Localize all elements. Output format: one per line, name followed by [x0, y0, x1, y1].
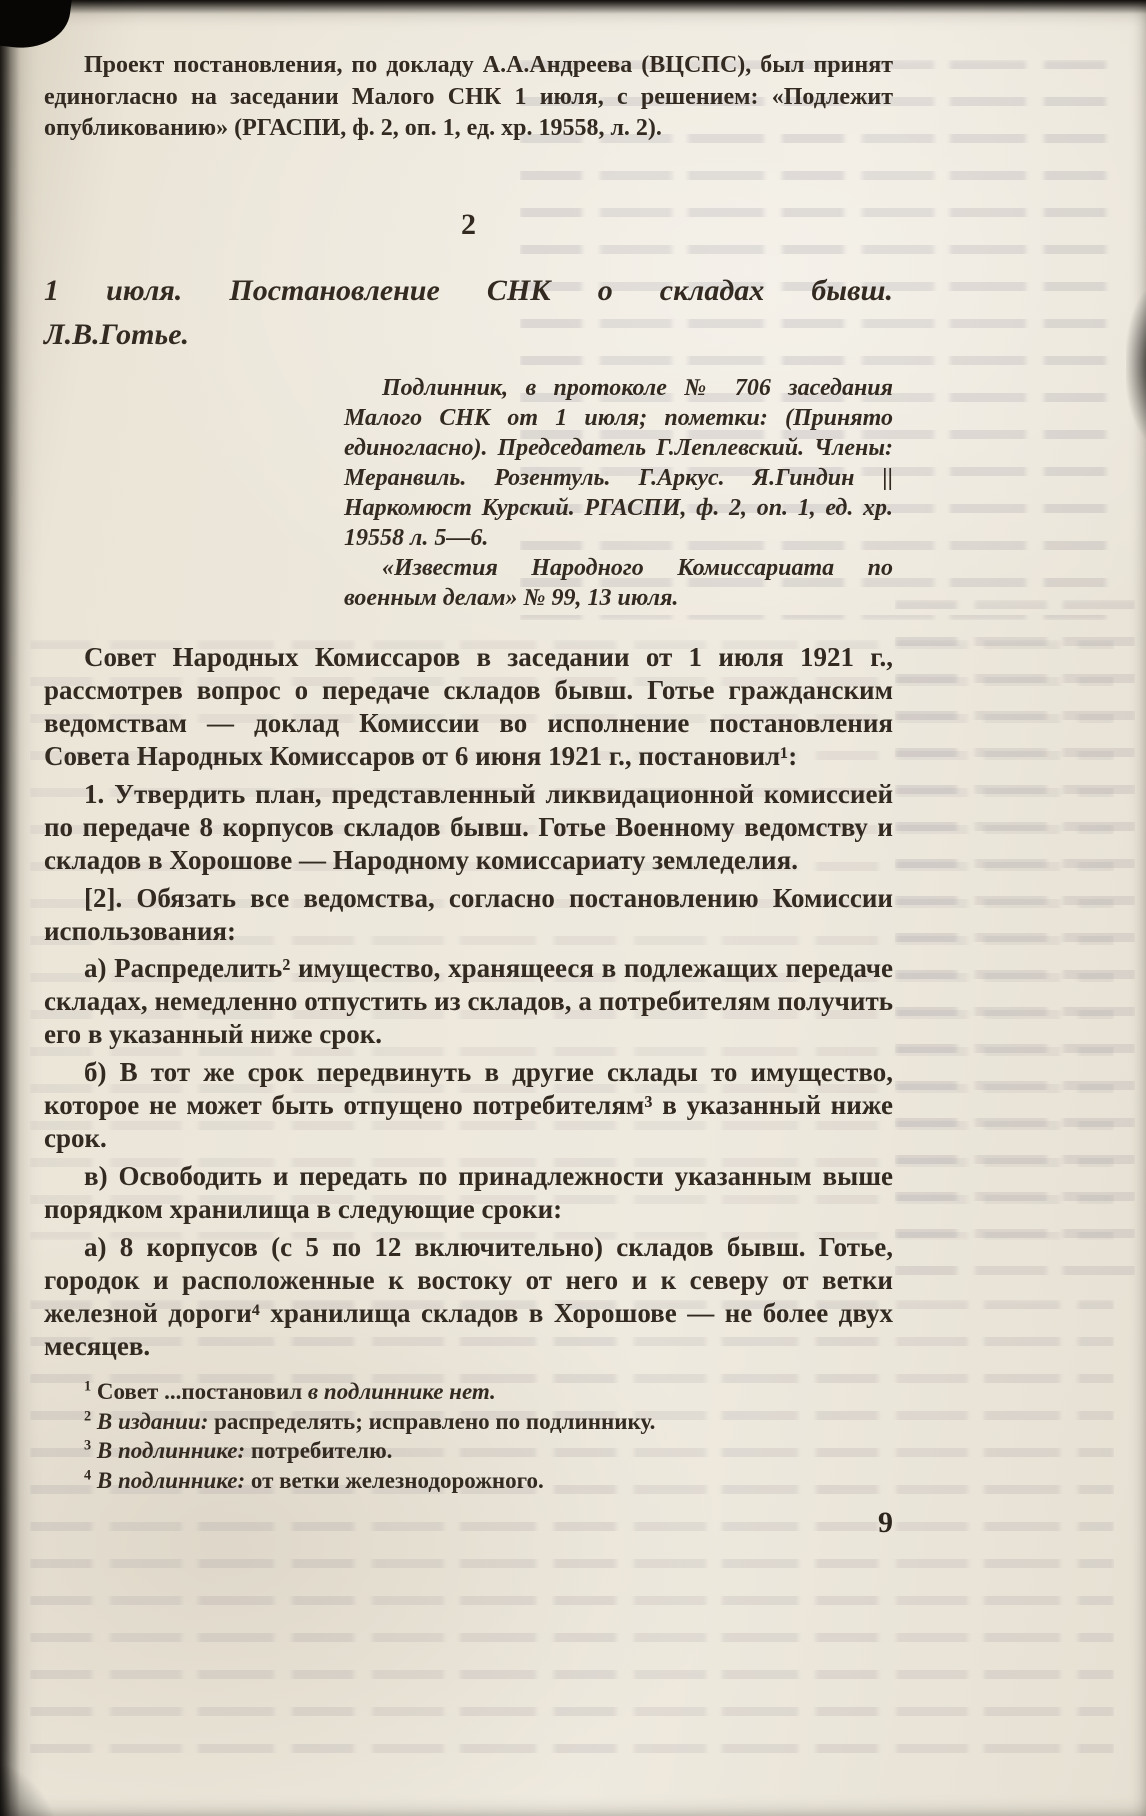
- body-paragraph-3: [2]. Обязать все ведомства, согласно постановлению Комиссии использования:: [44, 882, 893, 946]
- intro-paragraph: Проект постановления, по докладу А.А.Андреева (ВЦСПС), был принят единогласно на заседании Малого СНК 1 июля, с решением: «Подлежит опубликованию» (РГАСПИ, ф. 2, оп. 1, ед. хр. 19558, л. 2).: [44, 52, 893, 142]
- footnote-marker: 1: [84, 1378, 92, 1395]
- body-paragraph-2: 1. Утвердить план, представленный ликвидационной комиссией по передаче 8 корпусов складов бывш. Готье Военному ведомству и складов в Хорошове — Народному комиссариату земледелия.: [44, 778, 893, 875]
- footnote-text: потребителю.: [250, 1438, 393, 1464]
- body-text: [44, 641, 893, 1363]
- title-line-2: Л.В.Готье.: [44, 318, 190, 352]
- body-paragraph-4: а) Распределить² имущество, хранящееся в подлежащих передаче складах, немедленно отпустить из складов, а потребителям получить его в указанный ниже срок.: [44, 953, 893, 1050]
- footnote-1: [44, 1377, 893, 1407]
- footnote-marker: 3: [84, 1437, 92, 1454]
- body-paragraph-5: б) В тот же срок передвинуть в другие склады то имущество, которое не может быть отпущено потребителям³ в указанный ниже срок.: [44, 1057, 893, 1154]
- footnote-text: распределять; исправлено по подлиннику.: [214, 1408, 656, 1434]
- footnote-text-italic: в подлиннике нет.: [307, 1378, 496, 1404]
- footnote-2: [44, 1407, 893, 1437]
- footnote-4: [44, 1466, 893, 1496]
- footnotes: [44, 1377, 893, 1497]
- document-number: 2: [461, 208, 476, 242]
- footnote-marker: 4: [84, 1467, 92, 1484]
- footnote-text-italic: В подлиннике:: [96, 1468, 246, 1494]
- provenance-block: [344, 373, 893, 613]
- title-line-1: 1 июля. Постановление СНК о складах бывш.: [44, 274, 893, 308]
- footnote-text: от ветки железнодорожного.: [250, 1468, 544, 1494]
- footnote-text: Совет ...постановил: [96, 1378, 303, 1404]
- footnote-text-italic: В подлиннике:: [96, 1438, 246, 1464]
- body-paragraph-7: а) 8 корпусов (с 5 по 12 включительно) складов бывш. Готье, городок и расположенные к востоку от него и к северу от ветки железной дороги⁴ хранилища складов в Хорошове — не более двух месяцев.: [44, 1231, 893, 1361]
- footnote-text-italic: В издании:: [96, 1408, 209, 1434]
- document-title: [44, 269, 893, 357]
- footnote-3: [44, 1436, 893, 1466]
- scan-corner-bottom-left: [0, 1766, 60, 1816]
- archival-note: Подлинник, в протоколе № 706 заседания Малого СНК от 1 июля; пометки: (Принято единогласно). Председатель Г.Леплевский. Члены: Меранвиль. Розентуль. Г.Аркус. Я.Гиндин || Наркомюст Курский. РГАСПИ, ф. 2, оп. 1, ед. хр. 19558 л. 5—6.: [344, 375, 893, 552]
- footnote-marker: 2: [84, 1407, 92, 1424]
- body-paragraph-1: Совет Народных Комиссаров в заседании от 1 июля 1921 г., рассмотрев вопрос о передаче складов бывш. Готье гражданским ведомствам — доклад Комиссии во исполнение постановления Совета Народных Комиссаров от 6 июня 1921 г., постановил¹:: [44, 642, 893, 771]
- publication-note: «Известия Народного Комиссариата по военным делам» № 99, 13 июля.: [344, 555, 893, 612]
- body-paragraph-6: в) Освободить и передать по принадлежности указанным выше порядком хранилища в следующие сроки:: [44, 1161, 893, 1225]
- page-number: 9: [878, 1506, 893, 1540]
